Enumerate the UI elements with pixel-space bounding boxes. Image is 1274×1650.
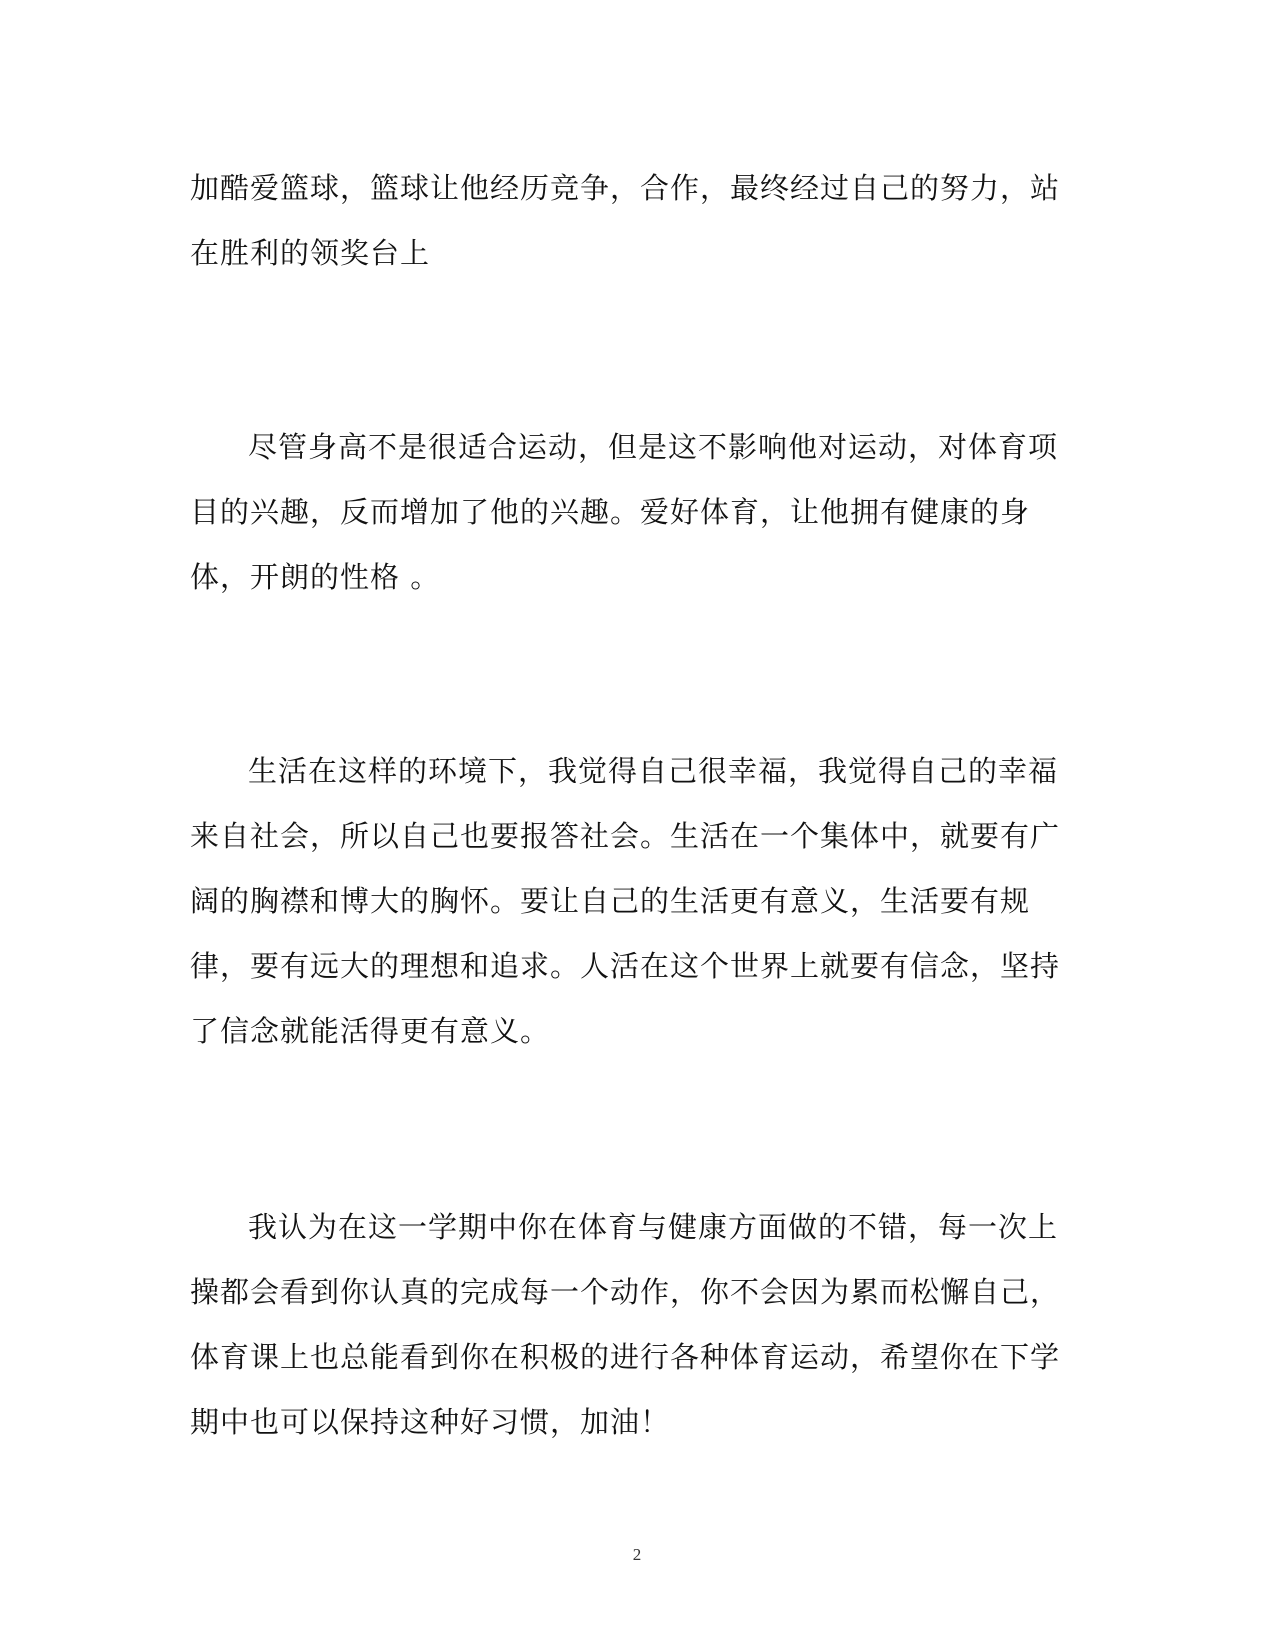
page-number: 2 (632, 1545, 642, 1564)
paragraph-basketball: 加酷爱篮球，篮球让他经历竞争，合作，最终经过自己的努力，站在胜利的领奖台上 (190, 171, 1061, 270)
paragraph-teacher-comment: 我认为在这一学期中你在体育与健康方面做的不错，每一次上操都会看到你认真的完成每一个动作，你不会因为累而松懈自己，体育课上也总能看到你在积极的进行各种体育运动，希望你在下学期中也可以保持这种好习惯，加油！ (190, 1210, 1061, 1439)
paragraph-height-sports: 尽管身高不是很适合运动，但是这不影响他对运动，对体育项目的兴趣，反而增加了他的兴趣。爱好体育，让他拥有健康的身体，开朗的性格 。 (190, 430, 1059, 594)
paragraph-life-environment: 生活在这样的环境下，我觉得自己很幸福，我觉得自己的幸福来自社会，所以自己也要报答社会。生活在一个集体中，就要有广阔的胸襟和博大的胸怀。要让自己的生活更有意义，生活要有规律，要有远大的理想和追求。人活在这个世界上就要有信念，坚持了信念就能活得更有意义。 (190, 754, 1061, 1048)
